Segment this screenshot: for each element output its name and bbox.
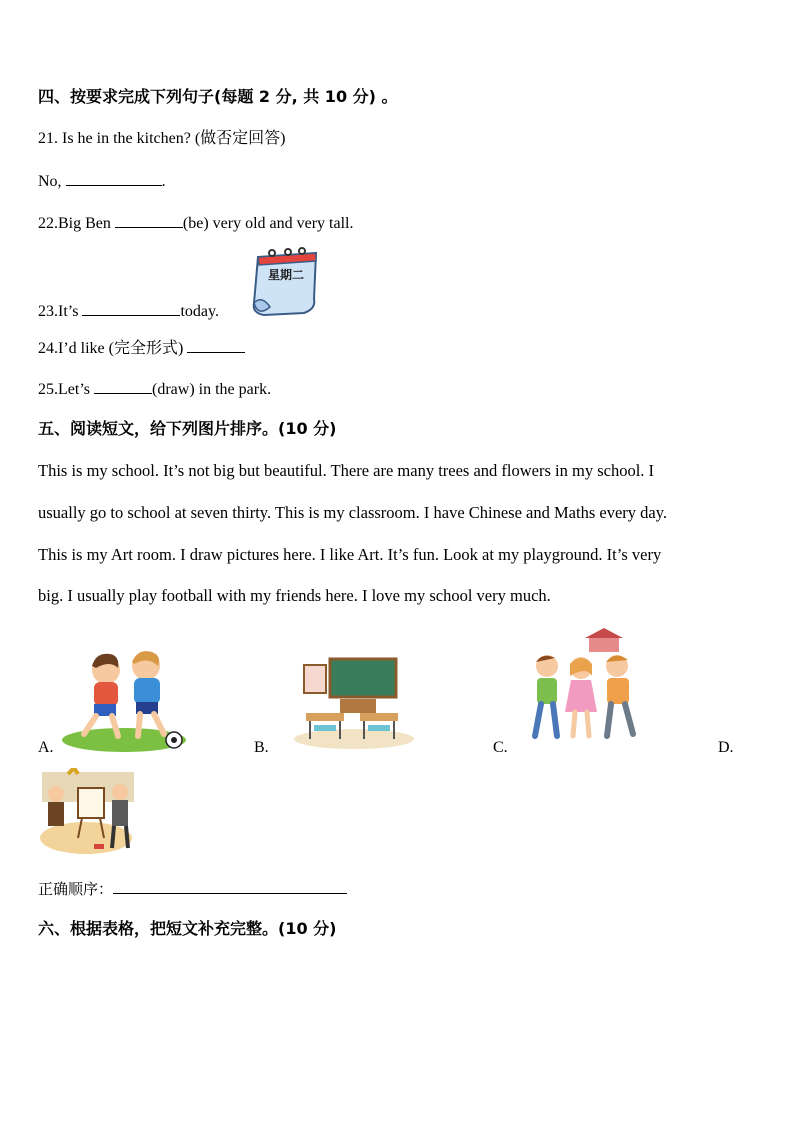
answer-blank-21[interactable] xyxy=(66,171,162,186)
option-c-label: C. xyxy=(493,739,508,756)
question-22-prefix: 22.Big Ben xyxy=(38,215,115,232)
classroom-icon xyxy=(292,655,416,751)
question-25-prefix: 25.Let’s xyxy=(38,381,94,398)
question-21: 21. Is he in the kitchen? (做否定回答) xyxy=(38,130,286,147)
passage-line: This is my school. It’s not big but beautiful. There are many trees and flowers in my school. I xyxy=(38,461,655,480)
question-22 xyxy=(38,213,354,234)
answer-prefix: No, xyxy=(38,173,66,190)
passage-line: This is my Art room. I draw pictures here. I like Art. It’s fun. Look at my playground. It’s very xyxy=(38,545,662,564)
passage-line: big. I usually play football with my friends here. I love my school very much. xyxy=(38,586,551,605)
children-going-to-school-icon xyxy=(525,628,645,746)
option-d-label: D. xyxy=(718,739,734,756)
question-25 xyxy=(38,379,271,400)
answer-blank-25[interactable] xyxy=(94,379,152,394)
answer-blank-24[interactable] xyxy=(187,338,245,353)
order-label: 正确顺序： xyxy=(38,880,114,898)
option-b-label: B. xyxy=(254,739,269,756)
section5-heading: 五、阅读短文，给下列图片排序。(10 分) xyxy=(38,419,337,438)
question-23 xyxy=(38,301,219,322)
passage-line: usually go to school at seven thirty. This is my classroom. I have Chinese and Maths every day. xyxy=(38,503,668,522)
answer-blank-22[interactable] xyxy=(115,213,183,228)
answer-suffix: . xyxy=(161,173,166,190)
question-23-prefix: 23.It’s xyxy=(38,303,83,320)
boys-playing-football-icon xyxy=(60,640,188,754)
question-25-suffix: (draw) in the park. xyxy=(152,381,272,398)
option-a-label: A. xyxy=(38,739,54,756)
question-21-answer xyxy=(38,171,166,192)
question-24 xyxy=(38,338,245,359)
section6-heading: 六、根据表格，把短文补充完整。(10 分) xyxy=(38,919,337,938)
order-answer-line xyxy=(38,879,347,899)
art-room-icon xyxy=(38,768,136,858)
section4-heading: 四、按要求完成下列句子(每题 2 分, 共 10 分) 。 xyxy=(38,87,398,106)
calendar-icon xyxy=(244,243,324,317)
question-23-suffix: today. xyxy=(180,303,219,320)
answer-blank-23[interactable] xyxy=(82,301,180,316)
question-22-suffix: (be) very old and very tall. xyxy=(182,215,354,232)
question-24-text: 24.I’d like (完全形式) xyxy=(38,340,188,357)
order-answer-blank[interactable] xyxy=(113,879,347,894)
calendar-label: 星期二 xyxy=(267,268,305,282)
